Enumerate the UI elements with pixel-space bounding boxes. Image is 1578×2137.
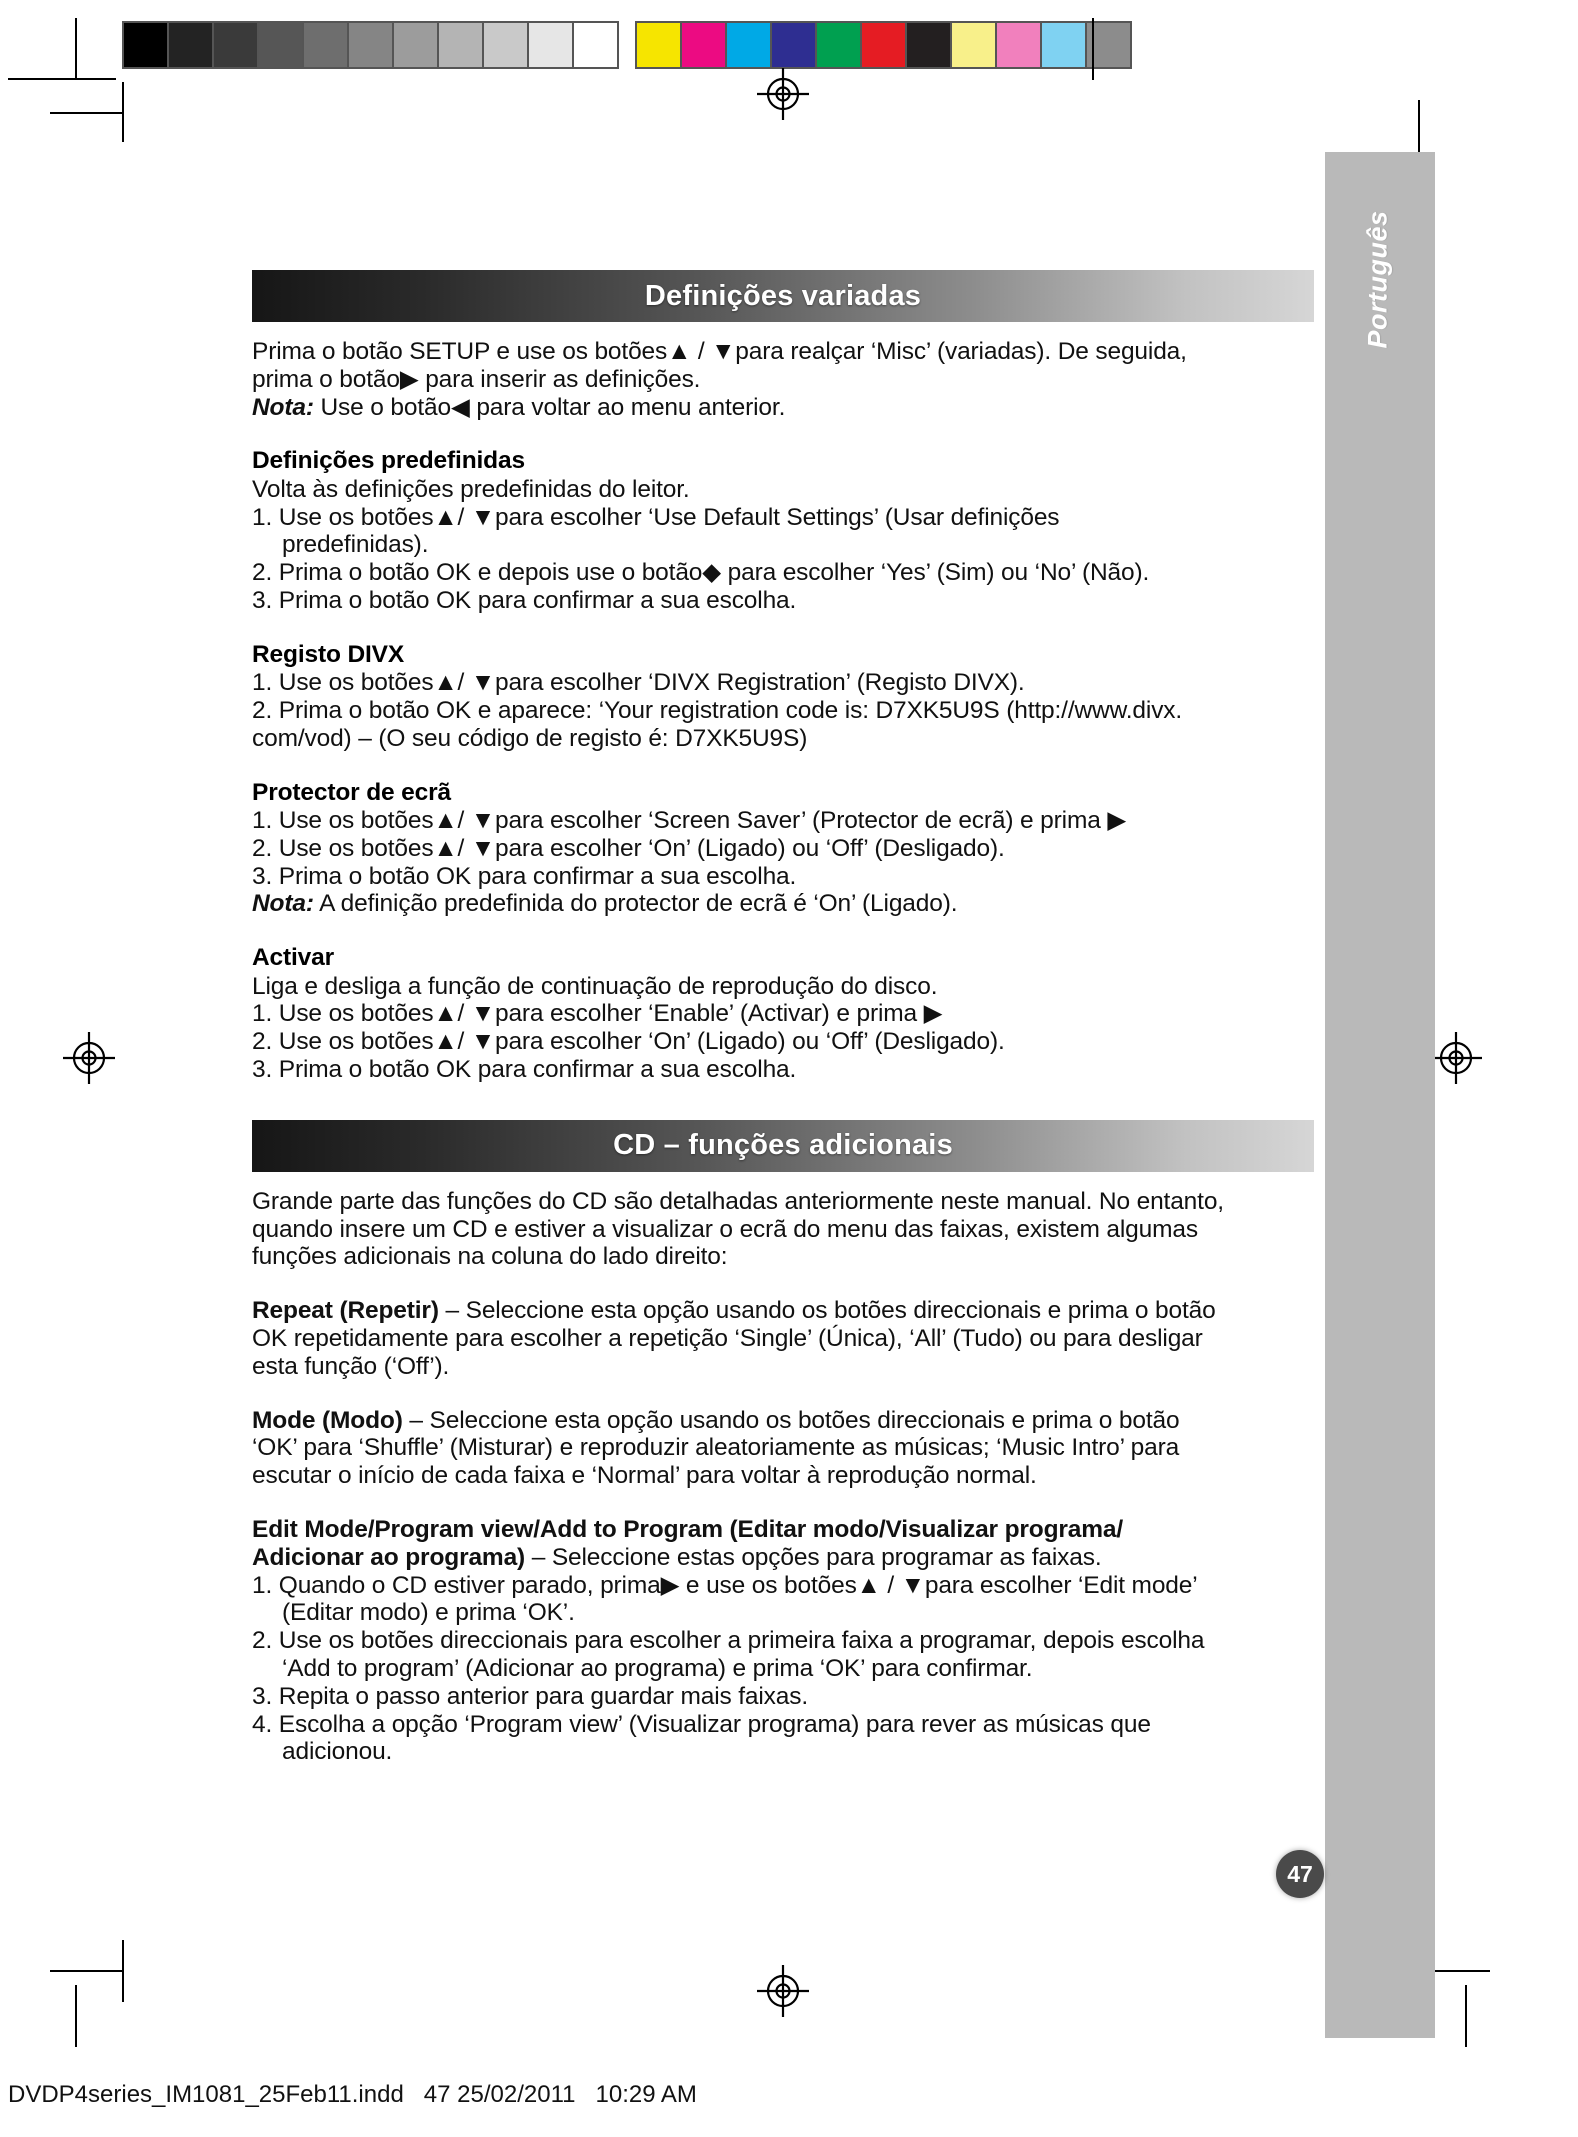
print-footer: DVDP4series_IM1081_25Feb11.indd 47 25/02/2011 10:29 AM (8, 2081, 697, 2108)
gray-swatch-5 (349, 23, 394, 67)
color-swatch-group (635, 21, 1132, 69)
note-label: Nota: (252, 890, 314, 918)
gray-swatch-0 (124, 23, 169, 67)
color-swatch-3 (772, 23, 817, 67)
step-item: 1. Use os botões▲/ ▼para escolher ‘DIVX Registration’ (Registo DIVX). (252, 669, 1025, 697)
entry-body: – Seleccione esta opção usando os botões direccionais e prima o botão (438, 1297, 1216, 1325)
subsection-lead: Volta às definições predefinidas do leitor. (252, 475, 690, 503)
crop-mark-bottom-outer-left (75, 1985, 77, 2047)
step-item: 1. Use os botões▲/ ▼para escolher ‘Screen Saver’ (Protector de ecrã) e prima ▶ (252, 806, 1127, 834)
section-title: Definições variadas (644, 279, 922, 312)
page-number-badge (1276, 1850, 1324, 1898)
step-item: 3. Prima o botão OK para confirmar a sua escolha. (252, 1055, 797, 1083)
crop-mark-bottom-left-horizontal (50, 1970, 122, 1972)
step-item: 2. Use os botões▲/ ▼para escolher ‘On’ (Ligado) ou ‘Off’ (Desligado). (252, 834, 1005, 862)
crop-mark-top-left-vertical (75, 18, 77, 80)
swatch-gap (619, 21, 635, 69)
gray-swatch-1 (169, 23, 214, 67)
color-swatch-6 (907, 23, 952, 67)
intro-line: quando insere um CD e estiver a visualizar o ecrã do menu das faixas, existem algumas (252, 1215, 1198, 1243)
subsection-note (252, 890, 1314, 918)
intro-line: prima o botão▶ para inserir as definições. (252, 365, 701, 393)
entry-term-cont: Adicionar ao programa) (252, 1543, 526, 1571)
language-tab-label: Português (1362, 210, 1393, 349)
registration-mark-right (1430, 1032, 1482, 1084)
entry-mode (252, 1407, 1314, 1435)
gray-swatch-6 (394, 23, 439, 67)
step-item: 2. Prima o botão OK e aparece: ‘Your registration code is: D7XK5U9S (http://www.divx. (252, 696, 1183, 724)
step-item: 1. Use os botões▲/ ▼para escolher ‘Use Default Settings’ (Usar definições (252, 503, 1060, 531)
color-swatch-2 (727, 23, 772, 67)
color-calibration-bar (122, 21, 1132, 69)
entry-body-line: esta função (‘Off’). (252, 1352, 450, 1380)
step-item: 3. Prima o botão OK para confirmar a sua escolha. (252, 586, 797, 614)
gray-swatch-3 (259, 23, 304, 67)
step-item-cont: predefinidas). (282, 531, 429, 559)
entry-body: – Seleccione estas opções para programar as faixas. (525, 1543, 1102, 1571)
step-item: 3. Repita o passo anterior para guardar mais faixas. (252, 1682, 808, 1710)
crop-mark-top-left-horizontal (8, 78, 116, 80)
intro-line: funções adicionais na coluna do lado direito: (252, 1243, 728, 1271)
section-band-definicoes-variadas (252, 270, 1314, 322)
grayscale-swatch-group (122, 21, 619, 69)
color-swatch-9 (1042, 23, 1087, 67)
step-item: 4. Escolha a opção ‘Program view’ (Visualizar programa) para rever as músicas que (252, 1710, 1151, 1738)
entry-body: – Seleccione esta opção usando os botões direccionais e prima o botão (402, 1406, 1180, 1434)
note-label: Nota: (252, 393, 314, 421)
gray-swatch-4 (304, 23, 349, 67)
step-item: 1. Use os botões▲/ ▼para escolher ‘Enable’ (Activar) e prima ▶ (252, 1000, 943, 1028)
registration-mark-top (757, 68, 809, 120)
step-item: 2. Use os botões direccionais para escolher a primeira faixa a programar, depois escolha (252, 1627, 1205, 1655)
entry-term: Edit Mode/Program view/Add to Program (Editar modo/Visualizar programa/ (252, 1515, 1124, 1543)
gray-swatch-8 (484, 23, 529, 67)
gray-swatch-2 (214, 23, 259, 67)
entry-editmode-term-line1 (252, 1516, 1314, 1544)
step-item: 3. Prima o botão OK para confirmar a sua escolha. (252, 862, 797, 890)
gray-swatch-10 (574, 23, 617, 67)
color-swatch-0 (637, 23, 682, 67)
crop-mark-top-right-inner-vertical (1418, 100, 1420, 154)
entry-repeat (252, 1297, 1314, 1325)
note-text: A definição predefinida do protector de ecrã é ‘On’ (Ligado). (313, 890, 958, 918)
registration-mark-left (63, 1032, 115, 1084)
section-note (252, 394, 1314, 422)
color-swatch-8 (997, 23, 1042, 67)
intro-line: Grande parte das funções do CD são detalhadas anteriormente neste manual. No entanto, (252, 1187, 1224, 1215)
intro-line: Prima o botão SETUP e use os botões▲ / ▼para realçar ‘Misc’ (variadas). De seguida, (252, 338, 1187, 365)
step-item: 1. Quando o CD estiver parado, prima▶ e use os botões▲ / ▼para escolher ‘Edit mode’ (252, 1571, 1198, 1599)
subsection-heading: Activar (252, 944, 335, 972)
entry-body-line: escutar o início de cada faixa e ‘Normal’ para voltar à reprodução normal. (252, 1462, 1037, 1490)
note-text: Use o botão◀ para voltar ao menu anterior. (313, 393, 786, 421)
crop-mark-upper-inner-vertical (122, 82, 124, 142)
gray-swatch-7 (439, 23, 484, 67)
subsection-heading: Protector de ecrã (252, 778, 451, 806)
subsection-heading: Definições predefinidas (252, 447, 525, 475)
crop-mark-upper-inner-horizontal (50, 112, 122, 114)
color-swatch-5 (862, 23, 907, 67)
language-tab-portugues (1325, 152, 1435, 2038)
crop-mark-bottom-left-vertical (122, 1940, 124, 2002)
color-swatch-4 (817, 23, 862, 67)
crop-mark-bottom-outer-right (1465, 1985, 1467, 2047)
subsection-lead: Liga e desliga a função de continuação de reprodução do disco. (252, 972, 938, 1000)
step-item: 2. Use os botões▲/ ▼para escolher ‘On’ (Ligado) ou ‘Off’ (Desligado). (252, 1028, 1005, 1056)
subsection-heading: Registo DIVX (252, 640, 405, 668)
entry-editmode-term-line2 (252, 1544, 1314, 1572)
crop-mark-top-right-vertical (1092, 18, 1094, 80)
page-content (252, 270, 1314, 1766)
step-item-cont: (Editar modo) e prima ‘OK’. (282, 1599, 575, 1627)
section-band-cd-funcoes-adicionais (252, 1120, 1314, 1172)
step-item-cont: com/vod) – (O seu código de registo é: D7XK5U9S) (252, 724, 808, 752)
entry-term: Repeat (Repetir) (252, 1297, 439, 1325)
entry-body-line: ‘OK’ para ‘Shuffle’ (Misturar) e reproduzir aleatoriamente as músicas; ‘Music Intro’ para (252, 1434, 1180, 1462)
entry-term: Mode (Modo) (252, 1406, 403, 1434)
entry-body-line: OK repetidamente para escolher a repetição ‘Single’ (Única), ‘All’ (Tudo) ou para desligar (252, 1324, 1203, 1352)
page-number-value: 47 (1287, 1860, 1313, 1887)
color-swatch-1 (682, 23, 727, 67)
registration-mark-bottom (757, 1965, 809, 2017)
step-item: 2. Prima o botão OK e depois use o botão◆ para escolher ‘Yes’ (Sim) ou ‘No’ (Não). (252, 559, 1150, 587)
section-title: CD – funções adicionais (613, 1129, 953, 1162)
step-item-cont: ‘Add to program’ (Adicionar ao programa) e prima ‘OK’ para confirmar. (282, 1654, 1033, 1682)
gray-swatch-9 (529, 23, 574, 67)
step-item-cont: adicionou. (282, 1738, 393, 1766)
color-swatch-7 (952, 23, 997, 67)
